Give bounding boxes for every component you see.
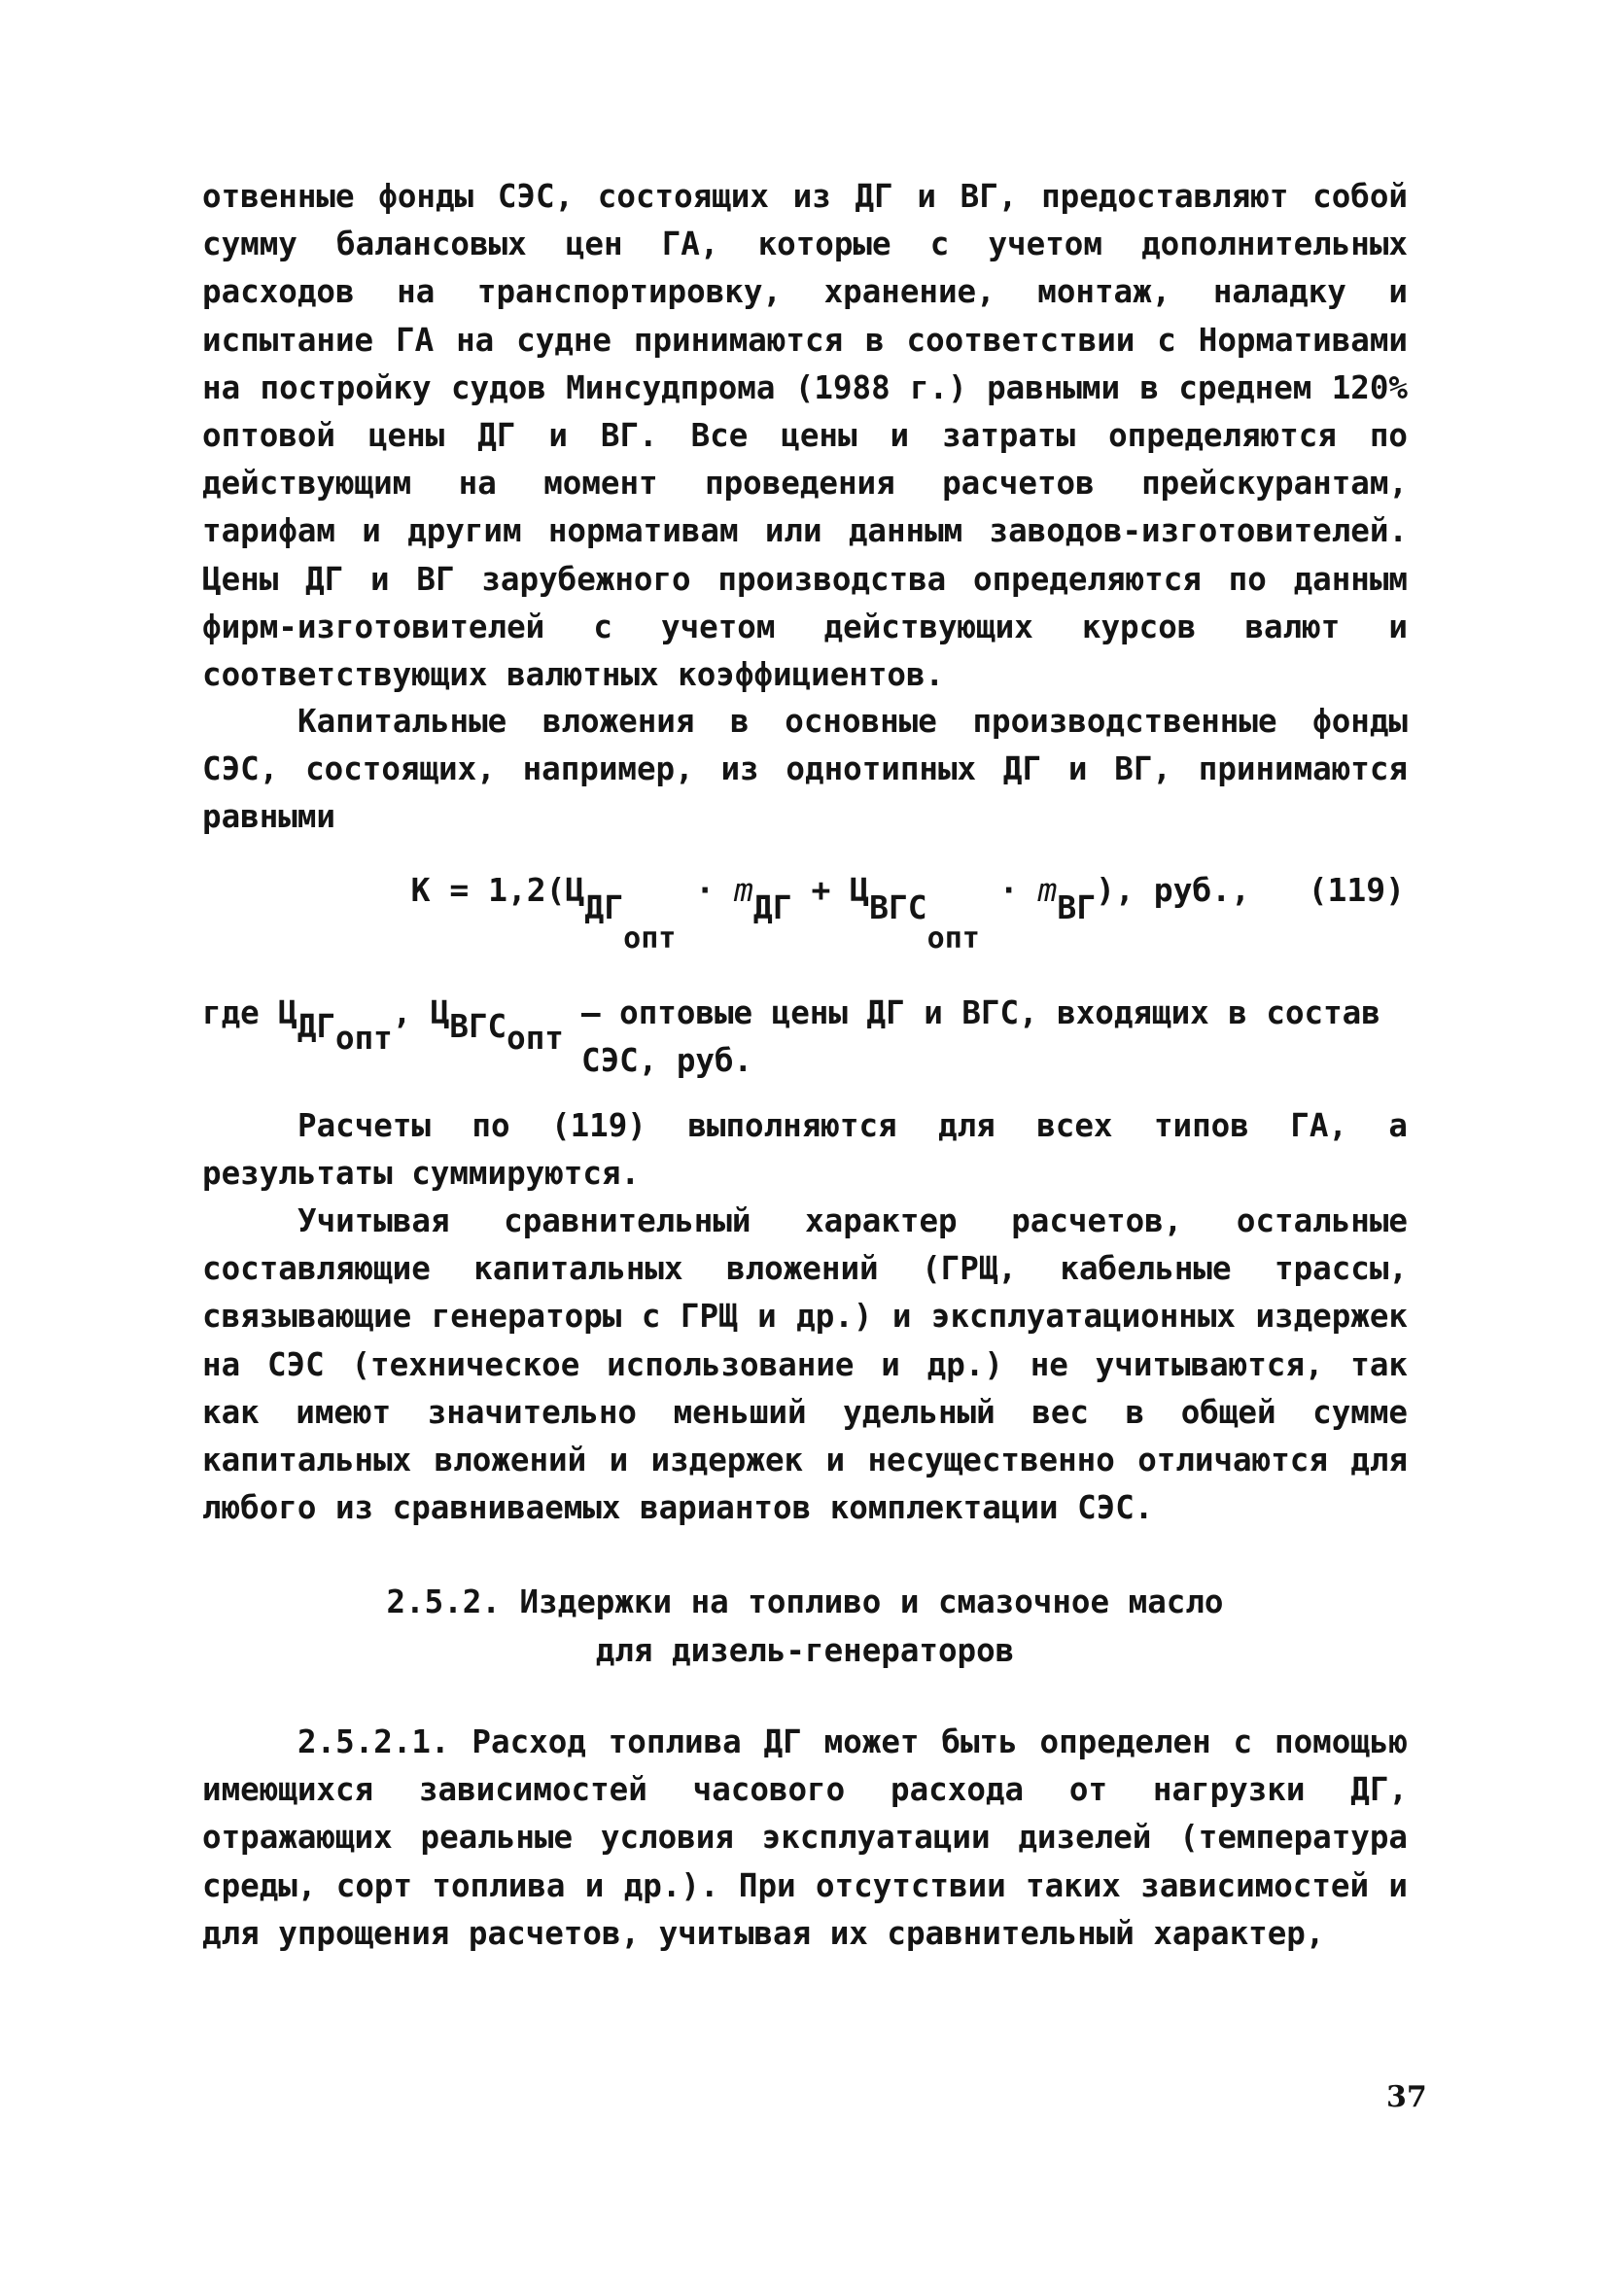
formula-sub-opt-1: опт xyxy=(623,922,677,956)
formula-m2-sub: ВГ xyxy=(1057,888,1097,926)
formula-tail: ), руб., xyxy=(1096,871,1251,909)
legend-word: где xyxy=(202,994,279,1031)
paragraph-calc-summary: Расчеты по (119) выполняются для всех типов ГА, а результаты суммируются. xyxy=(202,1107,1408,1193)
page-number: 37 xyxy=(1386,2080,1427,2114)
legend-c1: Ц xyxy=(278,994,297,1031)
formula-lhs: К = 1,2(Ц xyxy=(410,871,585,909)
section-heading xyxy=(202,1578,1408,1675)
formula-119 xyxy=(410,871,1405,956)
formula-m-1: m xyxy=(733,871,753,909)
legend-c1-sub: ДГ xyxy=(297,1008,335,1045)
paragraph-fuel-consumption: 2.5.2.1. Расход топлива ДГ может быть определен с помощью имеющихся зависимостей часового расхода от нагрузки ДГ, отражающих реальные условия эксплуатации дизелей (температура среды, сорт топлива и др.). При отсутствии таких зависимостей и для упрощения расчетов, учитывая их сравнительный характер, xyxy=(202,1723,1408,1952)
section-heading-line-2: для дизель-генераторов xyxy=(595,1632,1015,1669)
legend-c1-subsub: опт xyxy=(335,1020,393,1057)
formula-sub-opt-2: опт xyxy=(926,922,980,956)
legend-c2-subsub: опт xyxy=(507,1020,564,1057)
legend-symbols xyxy=(202,990,564,1057)
formula-legend xyxy=(202,990,1408,1079)
legend-c2: Ц xyxy=(430,994,450,1031)
legend-definition: – оптовые цены ДГ и ВГС, входящих в состав СЭС, руб. xyxy=(581,994,1380,1079)
paragraph-comparative: Учитывая сравнительный характер расчетов, остальные составляющие капитальных вложений (ГРЩ, кабельные трассы, связывающие генераторы с ГРЩ и др.) и эксплуатационных издержек на СЭС (техническое использование и др.) не учитываются, так как имеют значительно меньший удельный вес в общей сумме капитальных вложений и издержек и несущественно отличаются для любого из сравниваемых вариантов комплектации СЭС. xyxy=(202,1202,1408,1527)
paragraph-fixed-assets: отвенные фонды СЭС, состоящих из ДГ и ВГ, предоставляют собой сумму балансовых цен ГА, которые с учетом дополнительных расходов на транспортировку, хранение, монтаж, наладку и испытание ГА на судне принимаются в соответствии с Нормативами на постройку судов Минсудпрома (1988 г.) равными в среднем 120% оптовой цены ДГ и ВГ. Все цены и затраты определяются по действующим на момент проведения расчетов прейскурантам, тарифам и другим нормативам или данным заводов-изготовителей. Цены ДГ и ВГ зарубежного производства определяются по данным фирм-изготовителей с учетом действующих курсов валют и соответствующих валютных коэффициентов. xyxy=(202,178,1408,694)
formula-sub-dg: ДГ xyxy=(584,888,624,926)
legend-c2-sub: ВГС xyxy=(449,1008,507,1045)
formula-m1-sub: ДГ xyxy=(752,888,792,926)
formula-dot-1: · xyxy=(676,871,734,909)
paragraph-capital-investment: Капитальные вложения в основные производственные фонды СЭС, состоящих, например, из однотипных ДГ и ВГ, принимаются равными xyxy=(202,703,1408,836)
formula-m-2: m xyxy=(1037,871,1058,909)
formula-dot-2: · xyxy=(979,871,1038,909)
legend-comma: , xyxy=(392,994,431,1031)
formula-sub-vgs: ВГС xyxy=(869,888,927,926)
formula-number: (119) xyxy=(1308,871,1405,909)
formula-plus: + Ц xyxy=(791,871,870,909)
section-heading-line-1: 2.5.2. Издержки на топливо и смазочное масло xyxy=(386,1583,1224,1620)
